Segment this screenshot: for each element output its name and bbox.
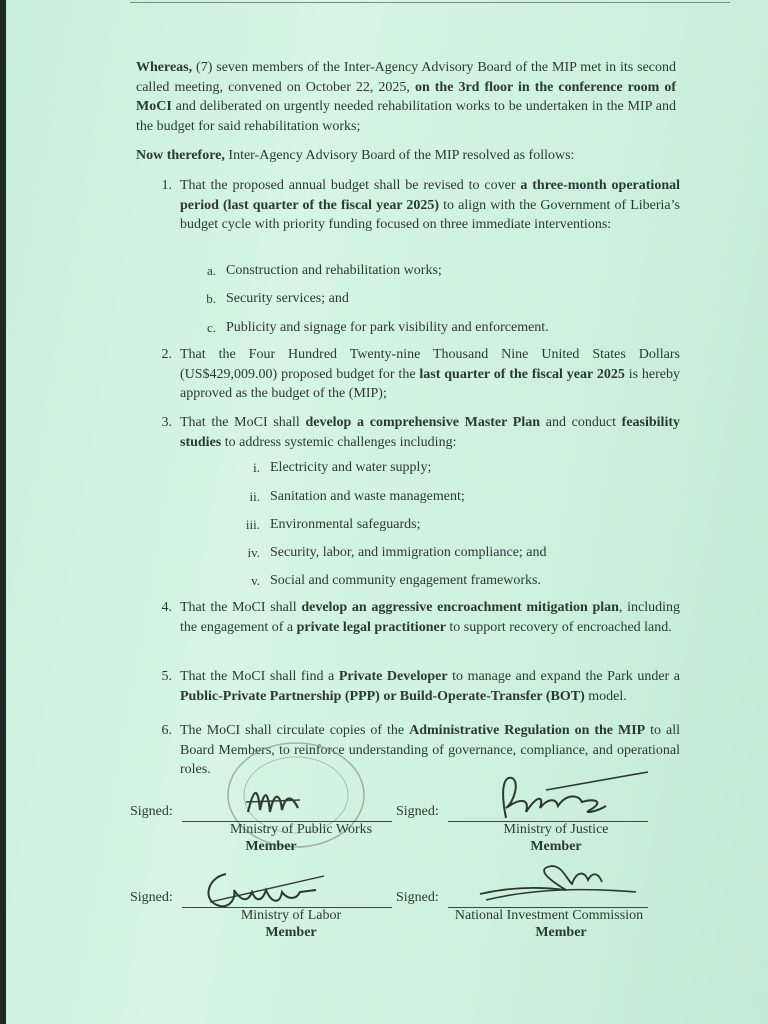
item-text-part: That the Four Hundred Twenty-nine Thousand Nine United States Dollars (US$429,009.00) proposed budget for the (180, 347, 680, 382)
item-text (180, 667, 680, 706)
subitem-label: a. (206, 263, 216, 278)
member-role: Member (535, 925, 587, 940)
signed-label: Signed: (130, 890, 173, 905)
item-text-part: and conduct (540, 415, 622, 430)
item-text-part: That the MoCI shall find a (180, 669, 339, 684)
resolution-item-5 (154, 667, 684, 707)
item-text-part: to all Board Members, to reinforce understanding of governance, compliance, and operational roles. (180, 723, 681, 777)
subitem-text: Security services; and (226, 291, 349, 306)
item-text-part: model. (584, 688, 627, 704)
item-text (180, 598, 680, 637)
item-number: 1. (161, 178, 172, 193)
item-number: 2. (161, 347, 172, 362)
item-text-bold: Private Developer (338, 669, 448, 684)
subitem-text: Environmental safeguards; (270, 517, 421, 532)
org-name: Ministry of Labor (240, 908, 342, 923)
subitem-1a (206, 261, 646, 280)
subitem-3v (251, 571, 670, 590)
subitem-text: Publicity and signage for park visibility and enforcement. (226, 320, 549, 335)
item-text-bold: develop a comprehensive Master Plan (305, 415, 541, 430)
whereas-bold: on the 3rd floor in the conference room of MoCI (136, 79, 676, 114)
resolution-item-3 (154, 413, 684, 453)
now-therefore-lead: Now therefore, (136, 148, 225, 163)
whereas-text: (7) seven members of the Inter-Agency Advisory Board of the MIP met in its second called meeting, convened on October 22, 2025, (136, 60, 676, 95)
subitem-3iv (247, 543, 670, 562)
subitem-3i (253, 458, 670, 477)
item-number: 3. (161, 415, 172, 430)
item-text-part: to manage and expand the Park under a (447, 669, 680, 684)
signed-label: Signed: (396, 890, 439, 905)
whereas-tail: and deliberated on urgently needed rehabilitation works to be undertaken in the MIP and the budget for said rehabilitation works; (136, 99, 676, 134)
member-role: Member (265, 925, 317, 940)
signature-justice (486, 768, 656, 828)
item-text (180, 176, 680, 235)
subitem-1c (206, 318, 666, 337)
item-number: 5. (161, 669, 172, 684)
item-text-part: to support recovery of encroached land. (445, 619, 672, 635)
now-therefore-text: Inter-Agency Advisory Board of the MIP resolved as follows: (224, 148, 575, 163)
subitem-text: Security, labor, and immigration compliance; and (270, 545, 547, 560)
item-text-part: That the MoCI shall (180, 600, 302, 615)
subitem-label: iv. (247, 545, 260, 560)
whereas-lead: Whereas, (136, 60, 193, 75)
document-page (6, 0, 768, 1024)
subitem-text: Construction and rehabilitation works; (226, 263, 442, 278)
subitem-label: b. (206, 291, 216, 306)
item-number: 6. (161, 723, 172, 738)
subitem-3iii (245, 515, 670, 534)
item-text-bold: feasibility studies (180, 415, 681, 450)
item-text (180, 345, 680, 404)
item-text-bold: Public-Private Partnership (PPP) or Build-Operate-Transfer (BOT) (180, 688, 585, 704)
signature-labor (196, 862, 336, 914)
item-text-bold: private legal practitioner (296, 619, 446, 635)
subitem-label: c. (206, 320, 216, 335)
item-text-bold: develop an aggressive encroachment mitigation plan (301, 600, 619, 615)
whereas-paragraph (136, 58, 676, 136)
item-text-part: That the MoCI shall (180, 415, 306, 430)
item-text-part: , including the engagement of a (180, 600, 680, 635)
item-text (180, 413, 680, 452)
item-text-part: That the proposed annual budget shall be revised to cover (180, 178, 521, 193)
signed-label: Signed: (130, 804, 173, 819)
item-text-part: is hereby approved as the budget of the (MIP); (180, 366, 680, 401)
org-name: Ministry of Justice (503, 822, 609, 837)
subitem-text: Social and community engagement frameworks. (270, 573, 541, 588)
item-number: 4. (161, 600, 172, 615)
signed-label: Signed: (396, 804, 439, 819)
resolution-item-2 (154, 345, 684, 405)
org-name: National Investment Commission (454, 908, 644, 923)
item-text-part: The MoCI shall circulate copies of the (180, 723, 410, 738)
signature-public-works (244, 782, 304, 822)
member-role: Member (245, 839, 297, 854)
signature-nic (476, 858, 646, 908)
now-therefore-paragraph (136, 146, 676, 166)
org-name: Ministry of Public Works (229, 822, 373, 837)
item-text-part: to align with the Government of Liberia’s budget cycle with priority funding focused on three immediate interventions: (180, 197, 680, 232)
subitem-1b (206, 289, 646, 308)
resolution-item-1 (154, 176, 684, 256)
subitem-label: iii. (245, 517, 260, 532)
item-text-part: to address systemic challenges including: (221, 434, 457, 450)
subitem-3ii (249, 487, 670, 506)
top-rule (130, 2, 730, 3)
subitem-label: i. (253, 460, 260, 475)
resolution-item-4 (154, 598, 684, 658)
subitem-text: Sanitation and waste management; (270, 489, 465, 504)
subitem-text: Electricity and water supply; (270, 460, 432, 475)
member-role: Member (530, 839, 582, 854)
item-text-bold: a three-month operational period (last quarter of the fiscal year 2025) (180, 178, 680, 213)
subitem-label: ii. (249, 489, 260, 504)
item-text-bold: Administrative Regulation on the MIP (409, 723, 646, 738)
item-text-bold: last quarter of the fiscal year 2025 (419, 366, 625, 382)
subitem-label: v. (251, 573, 260, 588)
